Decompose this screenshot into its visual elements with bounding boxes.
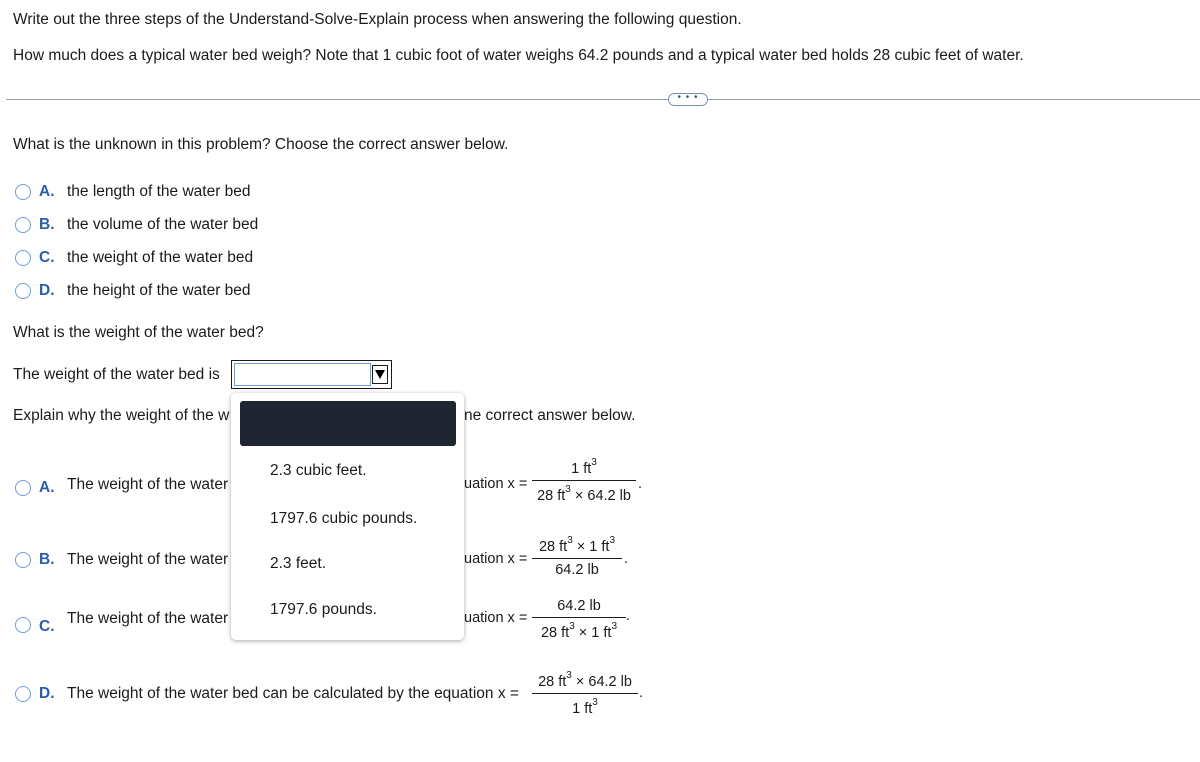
divider xyxy=(6,99,1200,100)
part1-option-d[interactable]: the height of the water bed xyxy=(67,282,251,299)
part1-prompt: What is the unknown in this problem? Choose the correct answer below. xyxy=(13,136,509,153)
part1-letter-b: B. xyxy=(39,216,55,233)
part3-radio-c[interactable] xyxy=(15,617,31,633)
part3-prompt-left: Explain why the weight of the w xyxy=(13,407,230,424)
part3-option-d-text[interactable]: The weight of the water bed can be calculated by the equation x = xyxy=(67,685,519,702)
question-text: How much does a typical water bed weigh? Note that 1 cubic foot of water weighs 64.2 pounds and a typical water bed holds 28 cubic feet of water. xyxy=(13,47,1024,64)
dropdown-highlighted-empty-option[interactable] xyxy=(240,401,456,446)
weight-answer-select[interactable] xyxy=(231,360,392,389)
part3-option-c-text[interactable]: The weight of the water xyxy=(67,610,229,627)
part3-option-c-eq-label: uation x = xyxy=(464,610,528,626)
dropdown-option-3[interactable]: 2.3 feet. xyxy=(270,555,327,572)
weight-dropdown-menu xyxy=(231,393,464,640)
part3-letter-b: B. xyxy=(39,551,55,568)
part3-option-b-eq-label: uation x = xyxy=(464,551,528,567)
instructions-text: Write out the three steps of the Understand-Solve-Explain process when answering the following question. xyxy=(13,11,742,28)
part3-letter-d: D. xyxy=(39,685,55,702)
part1-letter-c: C. xyxy=(39,249,55,266)
fraction-d: 28 $ft^3 \times 64.2$ lb 1 $ft^3$ xyxy=(532,669,638,718)
period-d: . xyxy=(639,685,644,701)
part3-option-a-text[interactable]: The weight of the water xyxy=(67,476,229,493)
part1-radio-c[interactable] xyxy=(15,250,31,266)
period-c: . xyxy=(626,608,631,624)
fraction-a: 1 $ft^3$ 28 $ft^3 \times 64.2$ lb xyxy=(532,456,636,505)
dropdown-arrow-icon[interactable] xyxy=(372,365,388,384)
dropdown-option-2[interactable]: 1797.6 cubic pounds. xyxy=(270,510,418,527)
part2-sentence: The weight of the water bed is xyxy=(13,366,220,383)
fraction-c: 64.2 lb 28 $ft^3 \times 1$ $ft^3$ xyxy=(532,597,626,642)
fraction-b: 28 $ft^3 \times 1$ $ft^3$ 64.2 lb xyxy=(532,534,622,579)
period-b: . xyxy=(624,551,629,567)
dropdown-option-4[interactable]: 1797.6 pounds. xyxy=(270,601,377,618)
part1-radio-d[interactable] xyxy=(15,283,31,299)
dropdown-option-1[interactable]: 2.3 cubic feet. xyxy=(270,462,367,479)
part3-radio-b[interactable] xyxy=(15,552,31,568)
part3-letter-c: C. xyxy=(39,618,55,635)
part1-radio-a[interactable] xyxy=(15,184,31,200)
part1-letter-d: D. xyxy=(39,282,55,299)
period-a: . xyxy=(638,476,643,492)
part3-prompt-right: ne correct answer below. xyxy=(464,407,636,424)
part1-option-a[interactable]: the length of the water bed xyxy=(67,183,251,200)
part3-letter-a: A. xyxy=(39,479,55,496)
part1-option-c[interactable]: the weight of the water bed xyxy=(67,249,254,266)
part3-radio-a[interactable] xyxy=(15,480,31,496)
part1-radio-b[interactable] xyxy=(15,217,31,233)
weight-answer-field[interactable] xyxy=(234,363,371,386)
part3-radio-d[interactable] xyxy=(15,686,31,702)
part1-letter-a: A. xyxy=(39,183,55,200)
part3-option-b-text[interactable]: The weight of the water xyxy=(67,551,229,568)
more-button[interactable]: • • • xyxy=(668,93,708,106)
part1-option-b[interactable]: the volume of the water bed xyxy=(67,216,259,233)
part3-option-a-eq-label: uation x = xyxy=(464,476,528,492)
part2-prompt: What is the weight of the water bed? xyxy=(13,324,264,341)
